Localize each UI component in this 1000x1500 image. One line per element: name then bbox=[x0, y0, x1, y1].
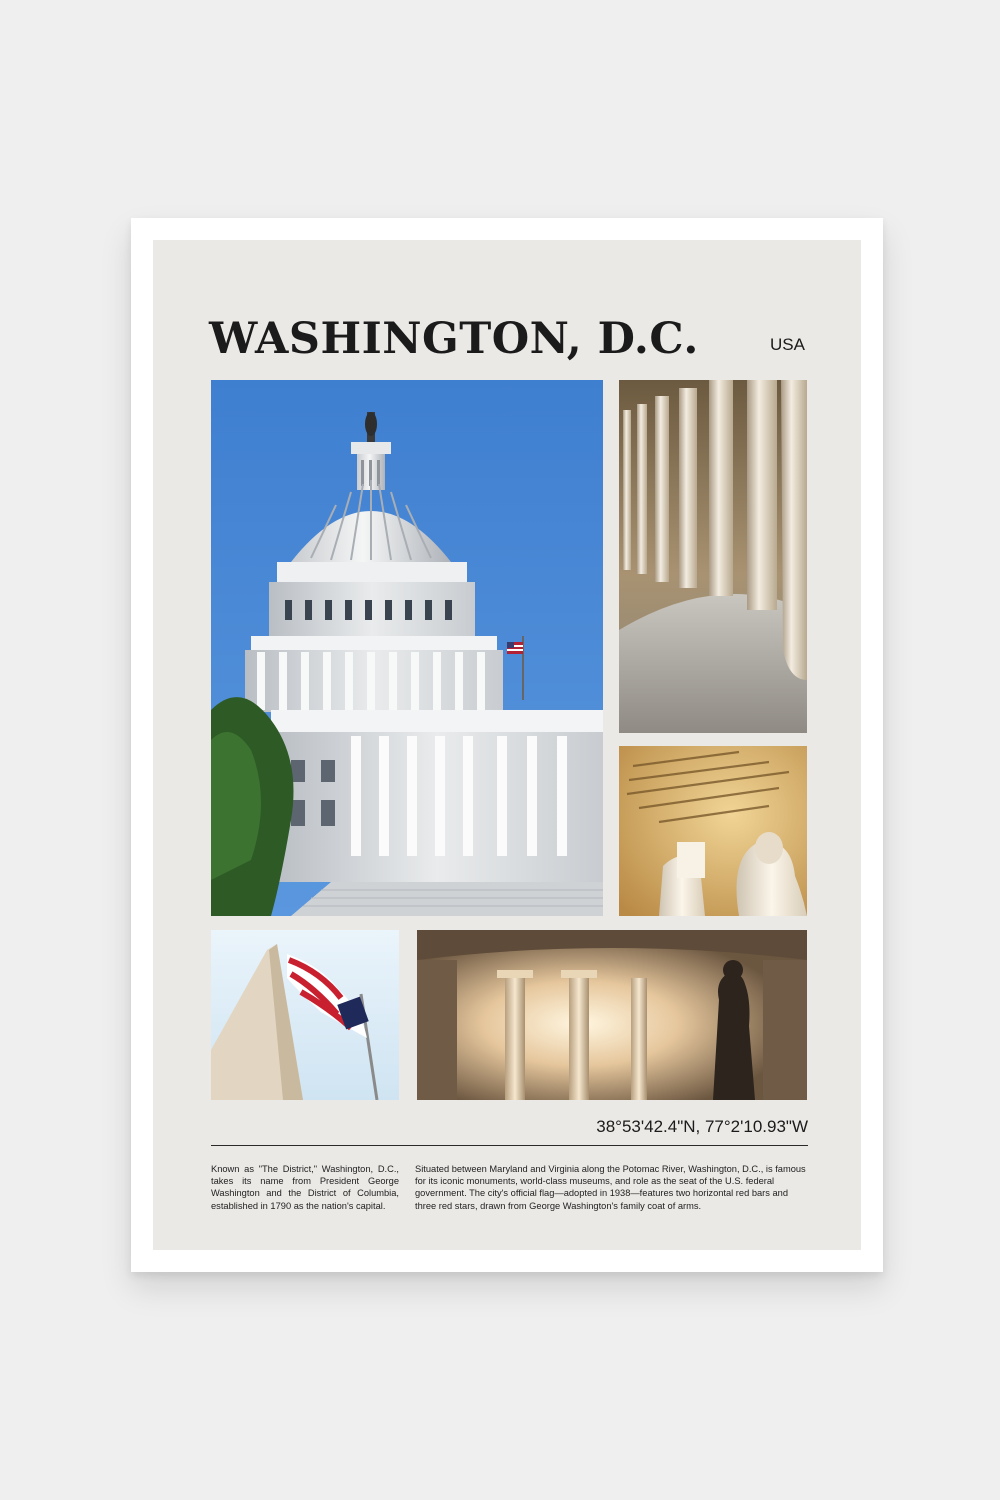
poster-title: WASHINGTON, D.C. bbox=[209, 314, 699, 364]
lincoln-inscription-photo bbox=[619, 746, 807, 916]
poster-country: USA bbox=[770, 335, 805, 354]
monument-flag-photo bbox=[211, 930, 399, 1100]
capitol-dome-photo bbox=[211, 380, 603, 916]
memorial-columns-photo bbox=[619, 380, 807, 733]
memorial-statue-photo bbox=[417, 930, 807, 1100]
poster bbox=[153, 240, 861, 1250]
poster-frame bbox=[131, 218, 883, 1272]
description-left: Known as "The District," Washington, D.C., takes its name from President George Washington and the District of Columbia, established in 1790 as the nation's capital. bbox=[211, 1164, 399, 1211]
divider-line bbox=[211, 1145, 808, 1146]
coordinates: 38°53'42.4"N, 77°2'10.93"W bbox=[596, 1117, 808, 1136]
description-right: Situated between Maryland and Virginia along the Potomac River, Washington, D.C., is famous for its iconic monuments, world-class museums, and role as the seat of the U.S. federal government. The city's official flag—adopted in 1938—features two horizontal red bars and three red stars, drawn from George Washington's family coat of arms. bbox=[415, 1164, 806, 1211]
